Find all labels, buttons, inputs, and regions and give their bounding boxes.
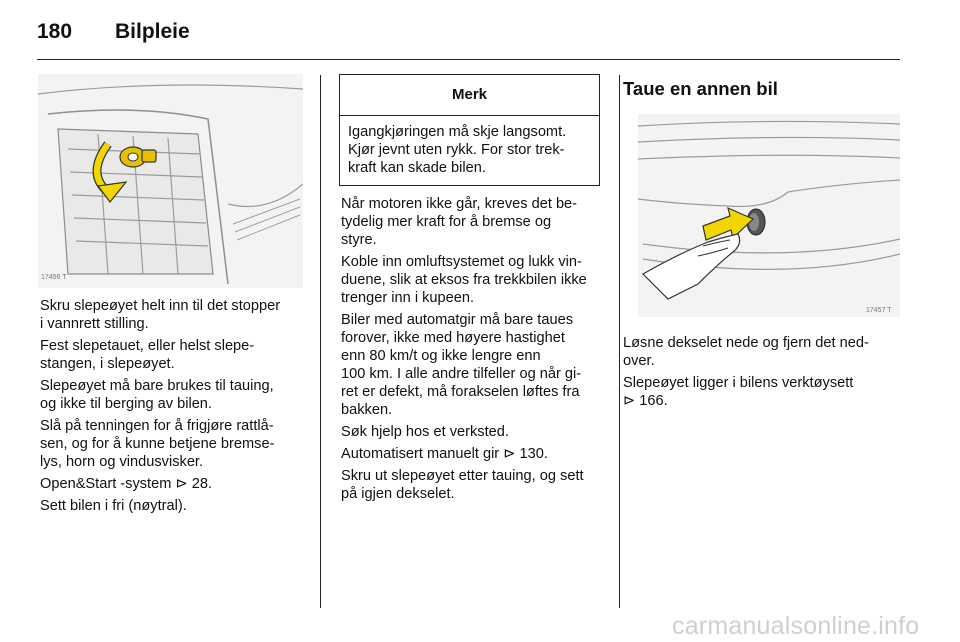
text-line: på igjen dekselet.: [341, 486, 455, 502]
figure-id: 17457 T: [866, 307, 892, 314]
section-title: Taue en annen bil: [623, 78, 778, 99]
paragraph: [341, 195, 609, 249]
text-line: enn 80 km/t og ikke lengre enn: [341, 348, 541, 364]
note-line: kraft kan skade bilen.: [348, 160, 486, 176]
text-line: Slepeøyet ligger i bilens verktøysett: [623, 375, 854, 391]
text-line: Open&Start -system ⊳ 28.: [40, 476, 213, 492]
text-line: tydelig mer kraft for å bremse og: [341, 214, 552, 230]
page-number: 180: [37, 20, 73, 43]
tow-eye-drawing: [38, 74, 303, 288]
middle-column-text: [341, 195, 609, 507]
text-line: over.: [623, 353, 655, 369]
text-line: trenger inn i kupeen.: [341, 290, 475, 306]
text-line: i vannrett stilling.: [40, 316, 149, 332]
note-body: [340, 116, 599, 177]
note-title: Merk: [340, 75, 599, 116]
text-line: Automatisert manuelt gir ⊳ 130.: [341, 446, 548, 462]
paragraph: [341, 423, 609, 441]
text-line: Søk hjelp hos et verksted.: [341, 424, 509, 440]
text-line: Slå på tenningen for å frigjøre rattlå-: [40, 418, 274, 434]
text-line: Slepeøyet må bare brukes til tauing,: [40, 378, 274, 394]
paragraph: [40, 417, 310, 471]
text-line: Fest slepetauet, eller helst slepe-: [40, 338, 255, 354]
paragraph: [623, 374, 903, 410]
text-line: Biler med automatgir må bare taues: [341, 312, 573, 328]
text-line: forover, ikke med høyere hastighet: [341, 330, 565, 346]
paragraph: [40, 475, 310, 493]
text-line: 100 km. I alle andre tilfeller og når gi-: [341, 366, 582, 382]
text-line: Sett bilen i fri (nøytral).: [40, 498, 187, 514]
paragraph: [623, 334, 903, 370]
text-line: Når motoren ikke går, kreves det be-: [341, 196, 578, 212]
right-column-text: [623, 334, 903, 414]
text-line: duene, slik at eksos fra trekkbilen ikke: [341, 272, 587, 288]
figure-id: 17456 T: [41, 274, 67, 281]
note-line: Kjør jevnt uten rykk. For stor trek-: [348, 142, 565, 158]
text-line: styre.: [341, 232, 377, 248]
text-line: stangen, i slepeøyet.: [40, 356, 175, 372]
page-title: Bilpleie: [115, 20, 190, 43]
text-line: sen, og for å kunne betjene bremse-: [40, 436, 275, 452]
text-line: ⊳ 166.: [623, 393, 668, 409]
paragraph: [40, 297, 310, 333]
text-line: Løsne dekselet nede og fjern det ned-: [623, 335, 869, 351]
towing-cover-illustration: [638, 114, 900, 317]
left-column-text: [40, 297, 310, 519]
paragraph: [341, 253, 609, 307]
paragraph: [341, 311, 609, 419]
paragraph: [341, 445, 609, 463]
text-line: Skru ut slepeøyet etter tauing, og sett: [341, 468, 584, 484]
header-divider: [37, 59, 900, 60]
paragraph: [40, 497, 310, 515]
towing-cover-drawing: [638, 114, 900, 317]
watermark: carmanualsonline.info: [672, 612, 920, 640]
tow-eye-illustration: [38, 74, 303, 288]
text-line: bakken.: [341, 402, 393, 418]
paragraph: [341, 467, 609, 503]
note-box: [339, 74, 600, 186]
paragraph: [40, 337, 310, 373]
paragraph: [40, 377, 310, 413]
note-line: Igangkjøringen må skje langsomt.: [348, 124, 567, 140]
column-divider-right: [619, 75, 620, 608]
column-divider-left: [320, 75, 321, 608]
text-line: og ikke til berging av bilen.: [40, 396, 212, 412]
text-line: ret er defekt, må forakselen løftes fra: [341, 384, 580, 400]
text-line: Skru slepeøyet helt inn til det stopper: [40, 298, 281, 314]
text-line: lys, horn og vindusvisker.: [40, 454, 204, 470]
text-line: Koble inn omluftsystemet og lukk vin-: [341, 254, 582, 270]
